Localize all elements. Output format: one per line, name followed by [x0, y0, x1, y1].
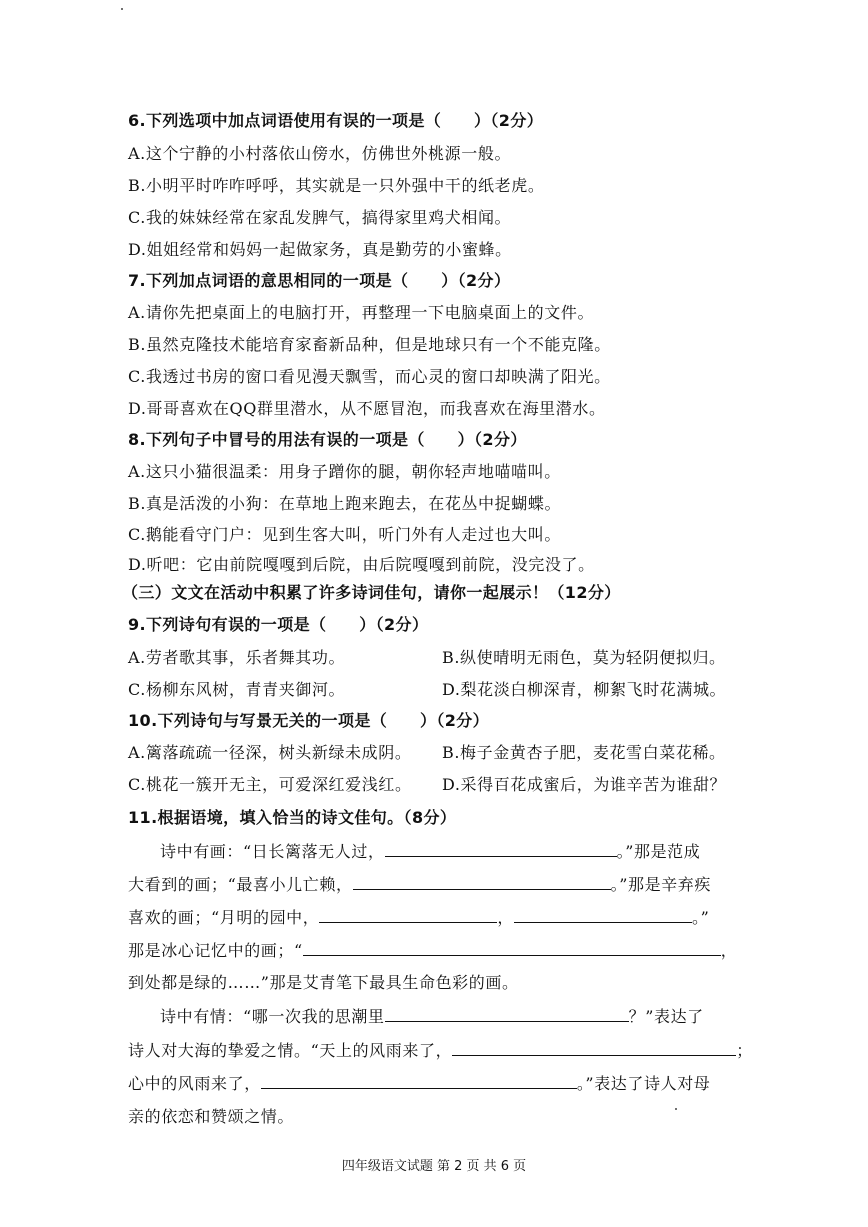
answer-blank-1[interactable]: [385, 842, 617, 857]
scan-speck: [121, 8, 123, 10]
q11-p2-line4: 亲的依恋和赞颂之情。: [128, 1107, 295, 1126]
q10-option-c: C.桃花一簇开无主，可爱深红爱浅红。: [128, 775, 412, 794]
q11-stem: 11.根据语境，填入恰当的诗文佳句。（8分）: [128, 808, 457, 827]
q11-p2-l2-text-a: 诗人对大海的挚爱之情。“天上的风雨来了，: [128, 1041, 453, 1060]
q11-p1-line2: [128, 872, 711, 895]
q8-option-c: C.鹅能看守门户：见到生客大叫，听门外有人走过也大叫。: [128, 525, 561, 544]
q11-p2-line3: [128, 1071, 710, 1094]
q11-p1-line3: [128, 905, 709, 928]
section-3-heading: （三）文文在活动中积累了许多诗词佳句，请你一起展示！（12分）: [122, 583, 621, 602]
q7-option-d: D.哥哥喜欢在QQ群里潜水，从不愿冒泡，而我喜欢在海里潜水。: [128, 399, 606, 418]
q11-p2-line2: [128, 1038, 753, 1061]
q11-p1-l3-text-a: 喜欢的画；“月明的园中，: [128, 908, 320, 927]
q8-option-a: A.这只小猫很温柔：用身子蹭你的腿，朝你轻声地喵喵叫。: [128, 462, 561, 481]
scan-speck: [675, 1108, 677, 1110]
q11-p2-line1: [160, 1004, 704, 1027]
q7-option-b: B.虽然克隆技术能培育家畜新品种，但是地球只有一个不能克隆。: [128, 335, 611, 354]
answer-blank-2[interactable]: [353, 875, 611, 890]
answer-blank-6[interactable]: [385, 1007, 629, 1022]
q8-stem: 8.下列句子中冒号的用法有误的一项是（ ）（2分）: [128, 430, 527, 449]
answer-blank-4[interactable]: [514, 908, 692, 923]
q9-option-a: A.劳者歌其事，乐者舞其功。: [128, 648, 346, 667]
q7-option-c: C.我透过书房的窗口看见漫天飘雪，而心灵的窗口却映满了阳光。: [128, 367, 611, 386]
q11-p1-l2-text-b: 。”那是辛弃疾: [610, 875, 711, 894]
q10-option-b: B.梅子金黄杏子肥，麦花雪白菜花稀。: [442, 743, 726, 762]
q11-p1-l4-text-b: ，: [720, 941, 738, 960]
q11-p2-l3-text-b: 。”表达了诗人对母: [576, 1074, 711, 1093]
page-footer: 四年级语文试题 第 2 页 共 6 页: [341, 1159, 527, 1174]
q7-option-a: A.请你先把桌面上的电脑打开，再整理一下电脑桌面上的文件。: [128, 303, 595, 322]
answer-blank-5[interactable]: [303, 941, 721, 956]
q6-option-d: D.姐姐经常和妈妈一起做家务，真是勤劳的小蜜蜂。: [128, 240, 512, 259]
q11-p1-line1: [160, 839, 700, 862]
q6-stem: 6.下列选项中加点词语使用有误的一项是（ ）（2分）: [128, 111, 544, 130]
q9-option-b: B.纵使晴明无雨色，莫为轻阴便拟归。: [442, 648, 726, 667]
q8-option-d: D.听吧：它由前院嘎嘎到后院，由后院嘎嘎到前院，没完没了。: [128, 555, 595, 574]
q9-option-c: C.杨柳东风树，青青夹御河。: [128, 680, 346, 699]
q11-p2-l1-text-a: 诗中有情：“哪一次我的思潮里: [160, 1007, 385, 1026]
q9-option-d: D.梨花淡白柳深青，柳絮飞时花满城。: [442, 680, 727, 699]
q11-p1-l3-text-b: ，: [497, 908, 514, 927]
q11-p1-line5: 到处都是绿的……”那是艾青笔下最具生命色彩的画。: [128, 973, 519, 992]
q6-option-a: A.这个宁静的小村落依山傍水，仿佛世外桃源一般。: [128, 144, 512, 163]
q11-p1-l2-text-a: 大看到的画；“最喜小儿亡赖，: [128, 875, 353, 894]
q11-p1-l1-text-b: 。”那是范成: [616, 842, 701, 861]
q11-p2-l3-text-a: 心中的风雨来了，: [128, 1074, 261, 1093]
q11-p2-l2-text-b: ；: [736, 1041, 753, 1060]
q8-option-b: B.真是活泼的小狗：在草地上跑来跑去，在花丛中捉蝴蝶。: [128, 494, 562, 513]
q11-p1-l3-text-c: 。”: [692, 908, 710, 927]
q10-option-a: A.篱落疏疏一径深，树头新绿未成阴。: [128, 743, 412, 762]
q6-option-c: C.我的妹妹经常在家乱发脾气，搞得家里鸡犬相闻。: [128, 208, 512, 227]
q11-p1-l1-text-a: 诗中有画：“日长篱落无人过，: [160, 842, 385, 861]
q9-stem: 9.下列诗句有误的一项是（ ）（2分）: [128, 615, 429, 634]
answer-blank-7[interactable]: [452, 1041, 736, 1056]
q11-p2-l1-text-b: ？”表达了: [628, 1007, 704, 1026]
q11-p1-line4: [128, 938, 737, 961]
q6-option-b: B.小明平时咋咋呼呼，其实就是一只外强中干的纸老虎。: [128, 176, 545, 195]
q10-stem: 10.下列诗句与写景无关的一项是（ ）（2分）: [128, 711, 490, 730]
answer-blank-8[interactable]: [261, 1074, 577, 1089]
q11-p1-l4-text-a: 那是冰心记忆中的画；“: [128, 941, 303, 960]
q10-option-d: D.采得百花成蜜后，为谁辛苦为谁甜？: [442, 775, 727, 794]
q7-stem: 7.下列加点词语的意思相同的一项是（ ）（2分）: [128, 271, 511, 290]
answer-blank-3[interactable]: [319, 908, 497, 923]
